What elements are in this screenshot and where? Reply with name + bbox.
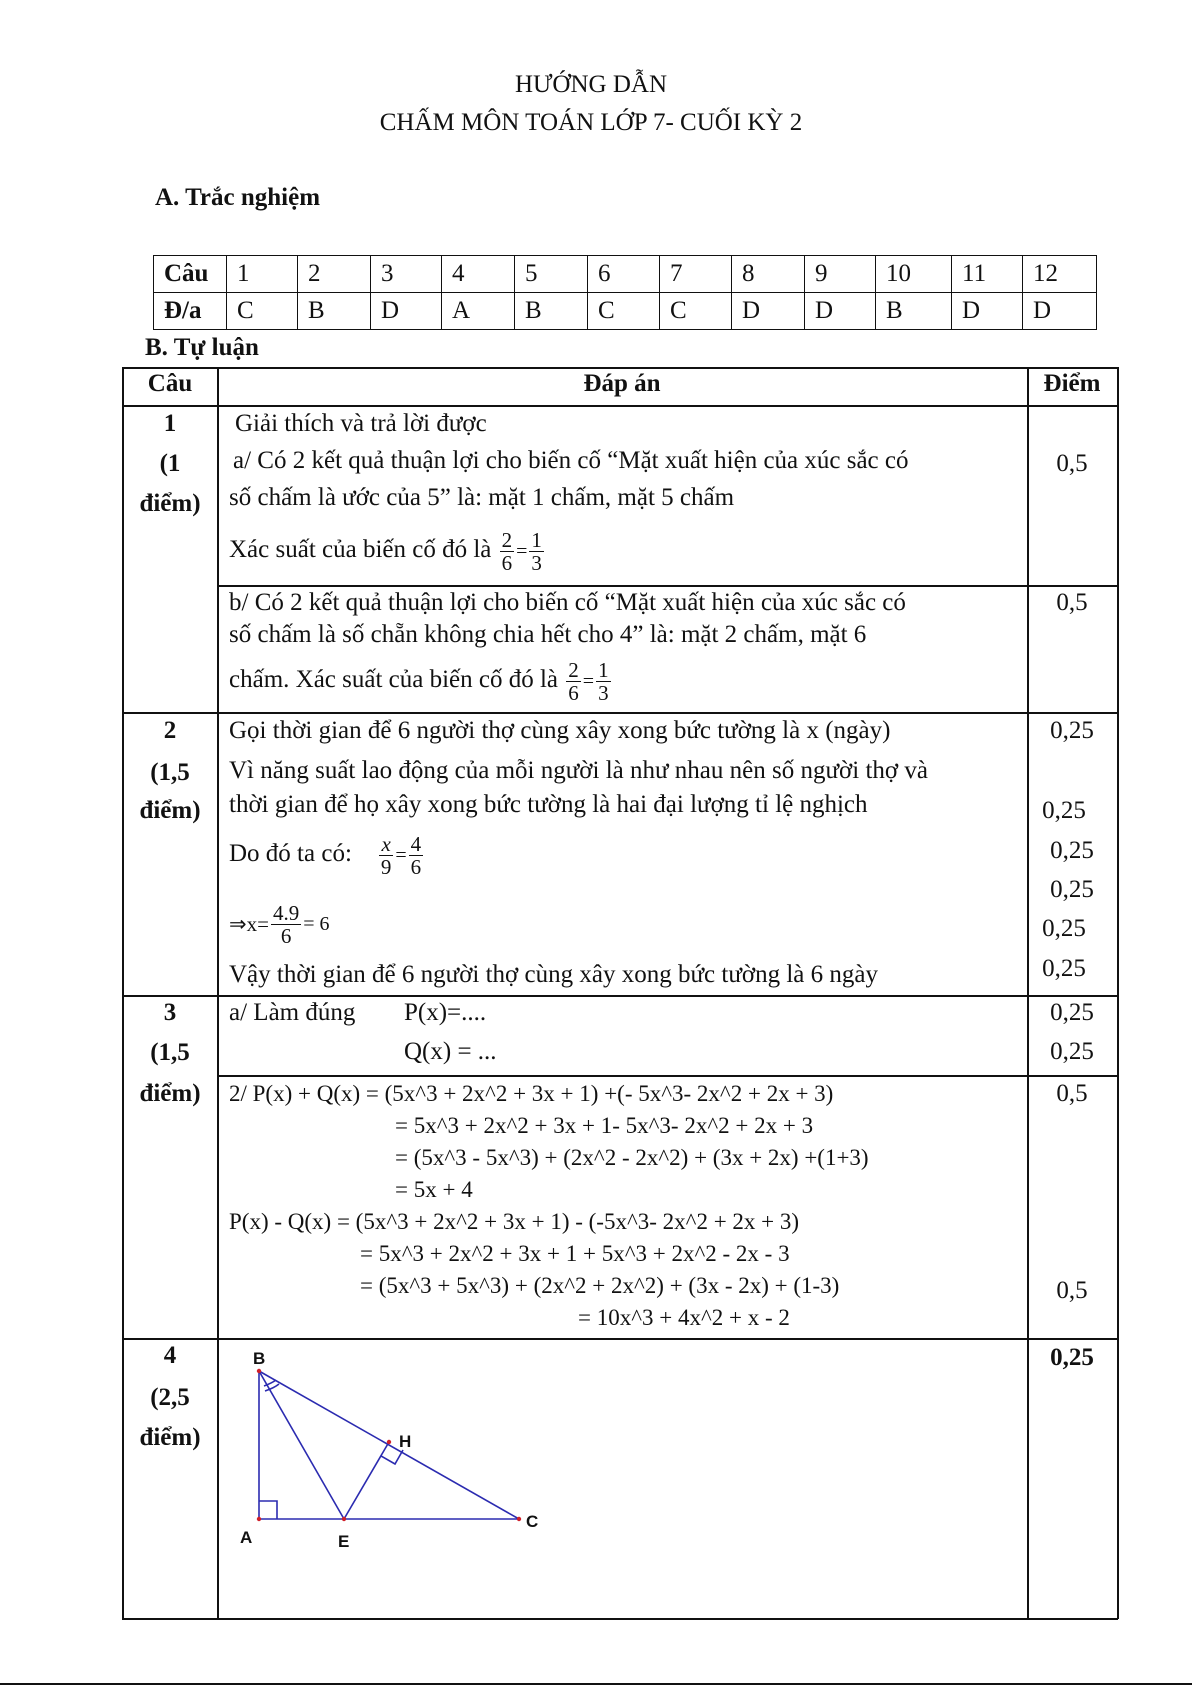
q3-b-line: 2/ P(x) + Q(x) = (5x^3 + 2x^2 + 3x + 1) +(- 5x^3- 2x^2 + 2x + 3) [229, 1081, 834, 1106]
quiz-answer-cell: D [371, 293, 442, 330]
denominator: 6 [568, 680, 579, 705]
right-angle-h [381, 1450, 403, 1464]
q3-a-score: 0,25 [1050, 999, 1094, 1026]
numerator: 1 [531, 527, 542, 552]
q1-a-score: 0,5 [1056, 450, 1088, 477]
q2-score: 0,25 [1050, 717, 1094, 744]
quiz-answer-cell: C [660, 293, 732, 330]
q3-b-line: = 5x^3 + 2x^2 + 3x + 1 + 5x^3 + 2x^2 - 2x - 3 [360, 1241, 790, 1266]
numerator: 4.9 [272, 900, 300, 925]
quiz-answer-cell: B [876, 293, 952, 330]
quiz-question-cell: 1 [227, 256, 298, 293]
denominator: 9 [380, 854, 392, 879]
quiz-answer-cell: D [952, 293, 1023, 330]
q2-line4: Do đó ta có: [229, 840, 352, 867]
q1-points: (1 [159, 450, 181, 477]
numerator: 4 [410, 831, 422, 856]
q3-b-line: = 5x^3 + 2x^2 + 3x + 1- 5x^3- 2x^2 + 2x + 3 [395, 1113, 814, 1138]
quiz-question-cell: 7 [660, 256, 732, 293]
q3-b-line: = (5x^3 + 5x^3) + (2x^2 + 2x^2) + (3x - 2x) + (1-3) [360, 1273, 840, 1298]
numerator: 2 [501, 527, 513, 552]
quiz-answer-cell: D [1023, 293, 1097, 330]
denominator: 6 [501, 550, 513, 575]
q1-b-score: 0,5 [1056, 589, 1088, 616]
denominator: 3 [598, 680, 609, 705]
label-h: H [399, 1432, 412, 1451]
quiz-question-cell: 11 [952, 256, 1023, 293]
numerator: 1 [598, 657, 609, 682]
q2-score: 0,25 [1042, 797, 1086, 824]
q4-unit: điểm) [139, 1424, 201, 1451]
q2-line3: thời gian để họ xây xong bức tường là hai đại lượng tỉ lệ nghịch [229, 791, 868, 818]
q2-line1: Gọi thời gian để 6 người thợ cùng xây xong bức tường là x (ngày) [229, 717, 891, 744]
section-a-heading: A. Trắc nghiệm [155, 184, 321, 211]
q3-a-q: Q(x) = ... [404, 1038, 497, 1065]
q3-a-label: a/ Làm đúng [229, 999, 356, 1026]
q3-unit: điểm) [139, 1080, 201, 1107]
q3-b-line: = 10x^3 + 4x^2 + x - 2 [578, 1305, 790, 1330]
q2-number: 2 [163, 717, 177, 744]
quiz-question-cell: 9 [805, 256, 876, 293]
header-cau: Câu [147, 370, 193, 397]
q1-a-prob-text: Xác suất của biến cố đó là [229, 536, 492, 563]
q3-b-line: = (5x^3 - 5x^3) + (2x^2 - 2x^2) + (3x + 2x) +(1+3) [395, 1145, 869, 1170]
q1-b-line2: số chấm là số chẵn không chia hết cho 4” là: mặt 2 chấm, mặt 6 [229, 621, 867, 648]
quiz-question-cell: 3 [371, 256, 442, 293]
denominator: 6 [280, 923, 292, 948]
q3-b-line: = 5x + 4 [395, 1177, 473, 1202]
quiz-question-cell: 5 [515, 256, 588, 293]
quiz-answer-cell: D [805, 293, 876, 330]
equals: = [516, 540, 528, 563]
quiz-question-cell: 2 [298, 256, 371, 293]
q4-points: (2,5 [150, 1384, 190, 1411]
q3-b-score: 0,5 [1056, 1080, 1088, 1107]
q2-unit: điểm) [139, 797, 201, 824]
q1-a-line2: số chấm là ước của 5” là: mặt 1 chấm, mặt 5 chấm [229, 484, 735, 511]
header-dap-an: Đáp án [583, 370, 661, 397]
quiz-answer-cell: C [588, 293, 660, 330]
equals: = [395, 844, 407, 867]
segment-eh [344, 1442, 389, 1519]
doc-title: HƯỚNG DẪN [514, 71, 668, 98]
header-diem: Điểm [1043, 370, 1101, 397]
q1-a-line1: a/ Có 2 kết quả thuận lợi cho biến cố “Mặt xuất hiện của xúc sắc có [233, 447, 909, 474]
quiz-answer-cell: A [442, 293, 515, 330]
right-angle-a [259, 1501, 277, 1519]
label-a: A [240, 1528, 253, 1547]
q3-b-line: P(x) - Q(x) = (5x^3 + 2x^2 + 3x + 1) - (-5x^3- 2x^2 + 2x + 3) [229, 1209, 800, 1234]
quiz-question-cell: 6 [588, 256, 660, 293]
doc-subtitle: CHẤM MÔN TOÁN LỚP 7- CUỐI KỲ 2 [379, 109, 803, 136]
quiz-question-cell: 10 [876, 256, 952, 293]
q3-points: (1,5 [150, 1039, 190, 1066]
row-label-da: Đ/a [154, 293, 227, 330]
quiz-answer-cell: C [227, 293, 298, 330]
quiz-answer-cell: B [515, 293, 588, 330]
equals: = [582, 670, 595, 693]
q2-score: 0,25 [1050, 837, 1094, 864]
q3-a-score: 0,25 [1050, 1038, 1094, 1065]
q2-score: 0,25 [1042, 915, 1086, 942]
label-e: E [338, 1532, 350, 1551]
result: = 6 [303, 913, 330, 936]
q3-number: 3 [163, 999, 177, 1026]
q3-b-score: 0,5 [1056, 1277, 1088, 1304]
q2-implies: ⇒x= [229, 912, 269, 937]
segment-be [259, 1371, 344, 1519]
q2-score: 0,25 [1042, 955, 1086, 982]
numerator: x [381, 831, 391, 856]
q4-score: 0,25 [1050, 1344, 1094, 1371]
q3-a-p: P(x)=.... [404, 999, 487, 1026]
quiz-question-cell: 4 [442, 256, 515, 293]
numerator: 2 [568, 657, 579, 682]
q2-score: 0,25 [1050, 876, 1094, 903]
q2-points: (1,5 [150, 759, 190, 786]
q1-number: 1 [163, 410, 177, 437]
label-b: B [253, 1349, 266, 1368]
row-label-cau: Câu [154, 256, 227, 293]
denominator: 6 [410, 854, 422, 879]
section-b-heading: B. Tự luận [145, 334, 259, 361]
quiz-answer-cell: D [732, 293, 805, 330]
quiz-answer-cell: B [298, 293, 371, 330]
label-c: C [526, 1512, 539, 1531]
quiz-question-cell: 8 [732, 256, 805, 293]
q1-intro: Giải thích và trả lời được [235, 410, 487, 437]
q2-conclusion: Vậy thời gian để 6 người thợ cùng xây xong bức tường là 6 ngày [229, 961, 878, 988]
side-bc [259, 1371, 519, 1519]
q1-unit: điểm) [139, 490, 201, 517]
denominator: 3 [531, 550, 542, 575]
quiz-question-cell: 12 [1023, 256, 1097, 293]
q2-line2: Vì năng suất lao động của mỗi người là như nhau nên số người thợ và [229, 757, 928, 784]
q1-b-prob-text: chấm. Xác suất của biến cố đó là [229, 666, 559, 693]
q1-b-line1: b/ Có 2 kết quả thuận lợi cho biến cố “Mặt xuất hiện của xúc sắc có [229, 589, 906, 616]
q4-number: 4 [163, 1342, 177, 1369]
